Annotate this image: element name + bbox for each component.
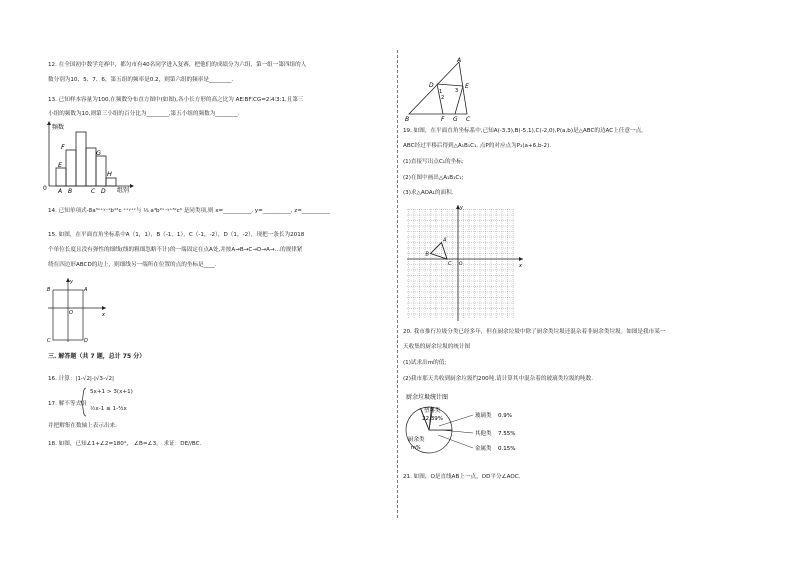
hist-x-label: 组别 bbox=[117, 187, 130, 194]
fig18-label-f: F bbox=[441, 116, 445, 122]
pie-value-metal: 0.15% bbox=[498, 446, 516, 452]
hist-axis-label-d: D bbox=[101, 188, 106, 195]
fig18-label-g: G bbox=[453, 116, 458, 122]
q13-line1: 13. 已知样本容量为100,在频数分布直方图中(如图),各小长方形的高之比为 AE∶BF∶CG=2∶4∶3:1,且第三 bbox=[48, 97, 304, 103]
q17-inequality-2: ½x-1 ≤ 1-³⁄₂x bbox=[90, 406, 127, 412]
q12-line1: 12. 在全国初中数学竞赛中，都匀市有40名同学进入复赛，把他们的成绩分为六组，第一组一第四组的人 bbox=[48, 62, 307, 68]
histogram-figure bbox=[38, 120, 138, 195]
hist-origin: 0 bbox=[43, 185, 47, 192]
grid-label-c: C bbox=[448, 261, 452, 267]
pie-title: 厨余垃圾统计图 bbox=[406, 394, 449, 401]
q20-line1: 20. 我市推行垃圾分类已经多年，但在厨余垃圾中除了厨余类垃圾还混杂着非厨余类垃圾。如图是我市某一 bbox=[403, 329, 666, 335]
fig15-label-a: A bbox=[84, 287, 88, 293]
pie-value-glass: 0.9% bbox=[498, 413, 512, 419]
pie-value-other: 7.55% bbox=[498, 431, 516, 437]
coordinate-grid bbox=[403, 203, 528, 323]
pie-label-plastic: 塑料类 bbox=[424, 408, 441, 414]
q15-figure bbox=[44, 276, 109, 344]
section-3-heading: 三. 解答题（共 7 题，总计 75 分） bbox=[48, 353, 146, 360]
pie-value-plastic: 22.39% bbox=[422, 416, 443, 422]
q15-line2: 个单位长度且没有弹性的细线(线的粗细忽略不计)的一端固定在点A处,并按A→B→C→D→A→…的规律紧 bbox=[48, 247, 303, 253]
hist-axis-label-b: B bbox=[68, 188, 73, 195]
hist-bar-label-e: E bbox=[58, 161, 63, 169]
fig18-label-e: E bbox=[465, 83, 469, 90]
fig18-angle-3: 3 bbox=[455, 88, 459, 94]
column-divider bbox=[397, 50, 398, 518]
pie-label-kitchen: 厨余类 bbox=[408, 437, 425, 443]
hist-bar-label-f: F bbox=[61, 143, 65, 151]
q18-text: 18. 如图，已知∠1+∠2=180°， ∠B=∠3， 求证：DE//BC. bbox=[48, 441, 202, 447]
fig18-label-a: A bbox=[457, 57, 462, 64]
q20-sub1: (1)试求出m的值; bbox=[403, 360, 447, 366]
grid-label-x: x bbox=[519, 263, 522, 269]
q17-lead: 17. 解不等式组 bbox=[48, 401, 87, 407]
q20-sub2: (2)我市那天共收到厨余垃圾约200吨,请计算其中混杂着的玻璃类垃圾的吨数. bbox=[403, 376, 593, 382]
q21-text: 21. 如图，O是直线AB上一点，OD平分∠AOC. bbox=[403, 474, 521, 480]
q16-text: 16. 计算：|1-√2|-|√3-√2| bbox=[48, 376, 114, 382]
hist-bar-label-h: H bbox=[107, 170, 112, 178]
fig18-angle-2: 2 bbox=[441, 95, 445, 101]
fig15-label-x: x bbox=[102, 312, 105, 318]
pie-chart bbox=[403, 390, 553, 465]
q20-line2: 天收集的厨余垃圾的统计图 bbox=[403, 344, 471, 350]
pie-label-glass: 玻璃类 bbox=[475, 413, 492, 419]
fig15-label-o: O bbox=[69, 310, 73, 316]
fig18-angle-1: 1 bbox=[439, 89, 443, 95]
q13-line2: 小组的频数为10,则第三小组的百分比为________,第五小组的频数为________. bbox=[48, 111, 240, 117]
hist-axis-label-c: C bbox=[91, 188, 96, 195]
hist-y-label: 频数 bbox=[52, 124, 65, 131]
q14-text: 14. 已知单项式-8a³ˣ⁺ʸ⁻ᶻb¹²c ˣ⁺ʸ⁺ᶻ与 ⅓ a⁴b²ˣ⁻ʸ⁺³ᶻc⁶ 是同类项,则 x=__________, y=__________, z=__________ bbox=[48, 208, 330, 214]
q17-inequality-1: 5x+1 > 3(x+1) bbox=[90, 389, 133, 395]
pie-label-other: 其他类 bbox=[475, 431, 492, 437]
q12-line2: 数分别为10、5、7、6，第五组的频率是0.2，则第六组的频率是________. bbox=[48, 77, 234, 83]
q19-sub2: (2)在图中画出△A₁B₁C₁; bbox=[403, 175, 464, 181]
q19-line1: 19. 如图，在平面直角坐标系中,已知A(-3,3),B(-5,1),C(-2,0),P(a,b)是△ABC的边AC上任意一点, bbox=[403, 128, 643, 134]
fig15-label-b: B bbox=[47, 287, 51, 293]
fig15-label-d: D bbox=[84, 338, 88, 344]
q17-brace bbox=[80, 387, 88, 417]
fig15-label-y: y bbox=[70, 279, 73, 285]
triangle-abc bbox=[431, 243, 448, 260]
q17-line2: 并把解集在数轴上表示出来. bbox=[48, 423, 117, 429]
grid-label-origin: O bbox=[459, 262, 463, 267]
q19-sub3: (3)求△AOA₁的面积. bbox=[403, 190, 454, 196]
fig15-label-c: C bbox=[47, 338, 51, 344]
hist-bar-label-g: G bbox=[96, 149, 102, 157]
fig18-label-b: B bbox=[405, 116, 410, 122]
grid-label-a: A bbox=[443, 237, 447, 244]
fig18-label-d: D bbox=[429, 82, 434, 89]
hist-axis-label-a: A bbox=[58, 188, 63, 195]
q18-figure bbox=[403, 56, 478, 122]
q19-sub1: (1)直接写出点C₁的坐标; bbox=[403, 159, 464, 165]
pie-label-metal: 金属类 bbox=[475, 446, 492, 452]
pie-value-kitchen: m% bbox=[411, 445, 421, 451]
fig18-label-c: C bbox=[466, 116, 471, 122]
q15-line1: 15. 如图，在平面直角坐标系中A（1，1），B（-1，1），C（-1，-2），D（1，-2），现把一条长为2018 bbox=[48, 232, 305, 238]
grid-label-y: y bbox=[460, 205, 463, 211]
grid-label-b: B bbox=[425, 251, 429, 258]
q19-line2: ABC经过平移后得到△A₁B₁C₁, 点P的对应点为P₁(a+6,b-2). bbox=[403, 143, 552, 149]
q15-line3: 绕在四边形ABCD的边上，则细线另一端所在位置的点的坐标是____. bbox=[48, 262, 217, 268]
